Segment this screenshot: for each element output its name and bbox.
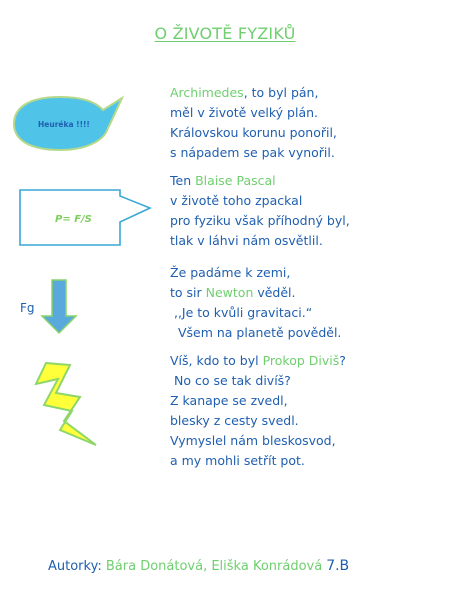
poem-text: , to byl pán, <box>243 85 319 100</box>
poem-text: Vymyslel nám bleskosvod, <box>170 433 336 448</box>
poem-line <box>170 211 350 231</box>
authors-footer <box>48 558 349 574</box>
poem-text: blesky z cesty svedl. <box>170 413 299 428</box>
poem-text: tlak v láhvi nám osvětlil. <box>170 233 323 248</box>
arrow-label: Fg <box>20 301 35 315</box>
gravity-arrow-icon <box>42 280 76 333</box>
poem-text: Že padáme k zemi, <box>170 265 291 280</box>
poem-text: No co se tak divíš? <box>170 373 291 388</box>
physicist-name: Archimedes <box>170 85 244 100</box>
poem-line <box>170 411 346 431</box>
stanza-newton <box>170 263 341 343</box>
stanza-archimedes <box>170 83 337 163</box>
poem-text: Všem na planetě pověděl. <box>170 325 342 340</box>
poem-text: v životě toho zpackal <box>170 193 303 208</box>
poem-line <box>170 83 337 103</box>
poem-line <box>170 451 346 471</box>
poem-line <box>170 143 337 163</box>
poem-text: ,,Je to kvůli gravitaci.“ <box>170 305 313 320</box>
poem-text: Z kanape se zvedl, <box>170 393 288 408</box>
poem-text: měl v životě velký plán. <box>170 105 319 120</box>
poem-line <box>170 171 350 191</box>
authors-label: Autorky: <box>48 559 106 574</box>
poem-text: ? <box>339 353 346 368</box>
physicist-name: Newton <box>205 285 254 300</box>
poem-line <box>170 351 346 371</box>
poem-line <box>170 263 341 283</box>
poem-line <box>170 371 346 391</box>
stanza-divis <box>170 351 346 471</box>
poem-line <box>170 231 350 251</box>
poem-text: s nápadem se pak vynořil. <box>170 145 335 160</box>
poem-text: věděl. <box>253 285 296 300</box>
poem-line <box>170 323 341 343</box>
class-label: 7.B <box>326 558 350 574</box>
poem-line <box>170 191 350 211</box>
poem-text: to sir <box>170 285 206 300</box>
page-title: O ŽIVOTĚ FYZIKŮ <box>154 24 296 43</box>
poem-text: a my mohli setřít pot. <box>170 453 305 468</box>
physicist-name: Blaise Pascal <box>195 173 276 188</box>
formula-text: P= F/S <box>55 214 92 225</box>
poem-text: Víš, kdo to byl <box>170 353 263 368</box>
poem-text: Královskou korunu ponořil, <box>170 125 337 140</box>
physicist-name: Prokop Diviš <box>262 353 340 368</box>
lightning-bolt-icon <box>36 363 96 445</box>
poem-line <box>170 303 341 323</box>
poem-line <box>170 123 337 143</box>
stanza-pascal <box>170 171 350 251</box>
poem-line <box>170 283 341 303</box>
poem-text: Ten <box>170 173 196 188</box>
bubble-text: Heuréka !!!! <box>38 120 90 129</box>
poem-line <box>170 391 346 411</box>
authors-names: Bára Donátová, Eliška Konrádová <box>105 559 323 574</box>
poem-line <box>170 431 346 451</box>
poem-text: pro fyziku však příhodný byl, <box>170 213 350 228</box>
poem-line <box>170 103 337 123</box>
